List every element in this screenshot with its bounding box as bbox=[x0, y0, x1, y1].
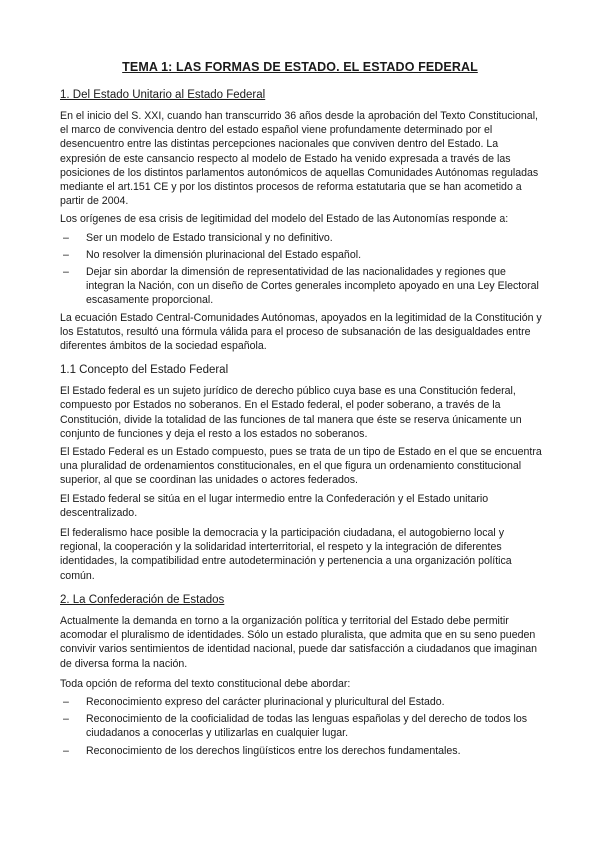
section-1-1-paragraph: El Estado federal es un sujeto jurídico de derecho público cuya base es una Constitución federal, compuesto por Estados no soberanos. En el Estado federal, el poder soberano, a través de la Constitución, divide la totalidad de las funciones de tal manera que éste se reserva únicamente un conjunto de funciones y deja el resto a los estados no soberanos. bbox=[60, 385, 522, 440]
list-item bbox=[60, 248, 544, 262]
section-1-list bbox=[60, 231, 544, 308]
section-1-1-paragraph: El Estado federal se sitúa en el lugar intermedio entre la Confederación y el Estado unitario descentralizado. bbox=[60, 492, 489, 519]
dash-bullet: – bbox=[63, 231, 69, 244]
section-1-1-paragraph: El Estado Federal es un Estado compuesto, pues se trata de un tipo de Estado en el que se encuentra una pluralidad de ordenamientos constitucionales, en el que figura un ordenamiento constitucional superior, al que se coordinan las unidades o actores federados. bbox=[60, 446, 542, 487]
section-1-heading: 1. Del Estado Unitario al Estado Federal bbox=[60, 89, 266, 101]
dash-bullet: – bbox=[63, 695, 69, 708]
list-item-text: No resolver la dimensión plurinacional del Estado español. bbox=[86, 248, 362, 261]
list-item-text: Dejar sin abordar la dimensión de representatividad de las nacionalidades y regiones que integran la Nación, con un diseño de Cortes generales incompleto apoyado en una Ley Electoral escasamente proporcional. bbox=[86, 266, 539, 307]
list-item-text: Reconocimiento de la cooficialidad de todas las lenguas españolas y del derecho de todos los ciudadanos a conocerlas y utilizarlas en cualquier lugar. bbox=[86, 713, 528, 740]
section-1-1-paragraph: El federalismo hace posible la democracia y la participación ciudadana, el autogobierno local y regional, la cooperación y la solidaridad interterritorial, el respeto y la integración de diferentes identidades, la compatibilidad entre autodeterminación y pertenencia a una organización política común. bbox=[60, 527, 512, 582]
list-item bbox=[60, 231, 544, 245]
section-1-paragraph: En el inicio del S. XXI, cuando han transcurrido 36 años desde la aprobación del Texto Constitucional, el marco de convivencia dentro del estado español viene profundamente determinado por el desencuentro entre las distintas percepciones nacionales que conviven dentro del Estado. La expresión de este cansancio respecto al modelo de Estado ha venido expresada a través de las posiciones de los distintos parlamentos autonómicos de aquellas Comunidades Autónomas reguladas mediante el art.151 CE y por los distintos procesos de reforma estatutaria que se han acometido a partir de 2004. bbox=[60, 110, 539, 208]
list-item-text: Reconocimiento de los derechos lingüísticos entre los derechos fundamentales. bbox=[86, 744, 461, 757]
section-1-paragraph: Los orígenes de esa crisis de legitimidad del modelo del Estado de las Autonomías responde a: bbox=[60, 213, 509, 226]
document-body bbox=[60, 88, 544, 761]
section-2-list bbox=[60, 695, 544, 758]
page-title: TEMA 1: LAS FORMAS DE ESTADO. EL ESTADO FEDERAL bbox=[122, 60, 478, 74]
dash-bullet: – bbox=[63, 248, 69, 261]
section-1-1-heading: 1.1 Concepto del Estado Federal bbox=[60, 364, 229, 377]
list-item-text: Ser un modelo de Estado transicional y no definitivo. bbox=[86, 231, 333, 244]
list-item bbox=[60, 744, 544, 758]
section-2-heading: 2. La Confederación de Estados bbox=[60, 593, 225, 606]
dash-bullet: – bbox=[63, 744, 69, 757]
dash-bullet: – bbox=[63, 713, 69, 726]
section-1-paragraph: La ecuación Estado Central-Comunidades Autónomas, apoyados en la legitimidad de la Constitución y los Estatutos, resultó una fórmula válida para el proceso de subsanación de las desigualdades entre diferentes ámbitos de la sociedad española. bbox=[60, 311, 542, 353]
section-2-paragraph: Actualmente la demanda en torno a la organización política y territorial del Estado debe permitir acomodar el pluralismo de identidades. Sólo un estado pluralista, que admita que en su seno pueden convivir varios sentimientos de identidad nacional, puede dar satisfacción a ciudadanos que imaginan de diversa forma la nación. bbox=[60, 614, 538, 670]
list-item-text: Reconocimiento expreso del carácter plurinacional y pluricultural del Estado. bbox=[86, 695, 445, 708]
section-2-paragraph: Toda opción de reforma del texto constitucional debe abordar: bbox=[60, 677, 351, 690]
list-item bbox=[60, 712, 544, 740]
dash-bullet: – bbox=[63, 266, 69, 279]
list-item bbox=[60, 695, 544, 709]
list-item bbox=[60, 265, 544, 308]
